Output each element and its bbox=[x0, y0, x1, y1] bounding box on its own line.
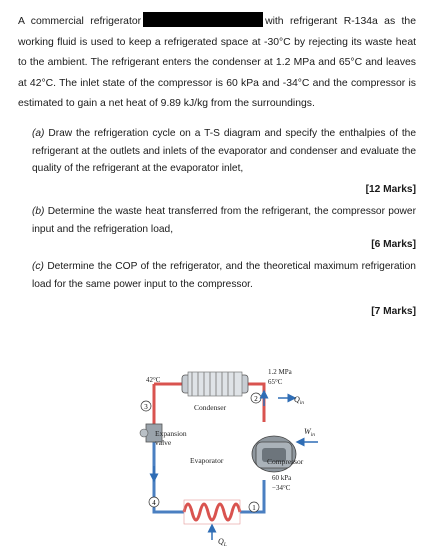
question-c-marks: [7 Marks] bbox=[371, 306, 416, 317]
evaporator-coil bbox=[184, 500, 240, 524]
state-4-marker bbox=[149, 497, 159, 507]
heat-in-label: $Q_{in}$ bbox=[294, 395, 305, 406]
compressor-unit bbox=[252, 436, 296, 472]
question-a-marks: [12 Marks] bbox=[365, 184, 416, 195]
press-cond-in: 1.2 MPa bbox=[268, 368, 292, 376]
question-a-text: Draw the refrigeration cycle on a T-S diagram and specify the enthalpies of the refrigerant at the outlets and inlets of the evaporator and condenser and evaluate the quality of the refrigerant at the evaporator inlet, bbox=[32, 128, 416, 174]
state-3-marker bbox=[141, 401, 151, 411]
state-2-marker bbox=[251, 393, 261, 403]
evaporator-label: Evaporator bbox=[190, 456, 224, 465]
temp-cond-in: 65°C bbox=[268, 378, 283, 386]
refrigeration-cycle-diagram bbox=[132, 362, 328, 546]
temp-cond-out: 42°C bbox=[146, 376, 161, 384]
svg-text:1: 1 bbox=[252, 504, 256, 512]
svg-text:3: 3 bbox=[144, 403, 148, 411]
press-comp-in: 60 kPa bbox=[272, 474, 292, 482]
question-b bbox=[32, 203, 416, 238]
expansion-label-2: valve bbox=[155, 438, 172, 447]
intro-part2: with refrigerant R-134a as the working fluid is used to keep a refrigerated space at -30°C by rejecting its waste heat to the ambient. The refrigerant enters the condenser at 1.2 MPa and 65°C and leaves at 42°C. The inlet state of the compressor is 60 kPa and -34°C and the compressor is estimated to gain a net heat of 9.89 kJ/kg from the surroundings. bbox=[18, 16, 416, 110]
compressor-label: Compressor bbox=[267, 457, 304, 466]
redaction-bar bbox=[143, 12, 263, 27]
question-a bbox=[32, 125, 416, 178]
condenser-label: Condenser bbox=[194, 403, 227, 412]
question-b-marks: [6 Marks] bbox=[371, 239, 416, 250]
state-1-marker bbox=[249, 502, 259, 512]
question-c bbox=[32, 258, 416, 293]
intro-part1: A commercial refrigerator bbox=[18, 16, 142, 27]
question-c-label: (c) bbox=[32, 261, 44, 272]
question-b-text: Determine the waste heat transferred from the refrigerant, the compressor power input and the refrigeration load, bbox=[32, 206, 416, 235]
problem-statement bbox=[18, 12, 416, 115]
condenser-unit bbox=[182, 372, 248, 396]
svg-text:2: 2 bbox=[254, 395, 258, 403]
temp-comp-in: −34°C bbox=[272, 484, 291, 492]
question-a-label: (a) bbox=[32, 128, 45, 139]
heat-l-label: $Q_L$ bbox=[218, 537, 227, 546]
svg-text:4: 4 bbox=[152, 499, 156, 507]
expansion-label-1: Expansion bbox=[155, 429, 187, 438]
question-b-label: (b) bbox=[32, 206, 45, 217]
question-c-text: Determine the COP of the refrigerator, and the theoretical maximum refrigeration load for the same power input to the compressor. bbox=[32, 261, 416, 290]
work-in-label: $W_{in}$ bbox=[304, 427, 315, 438]
